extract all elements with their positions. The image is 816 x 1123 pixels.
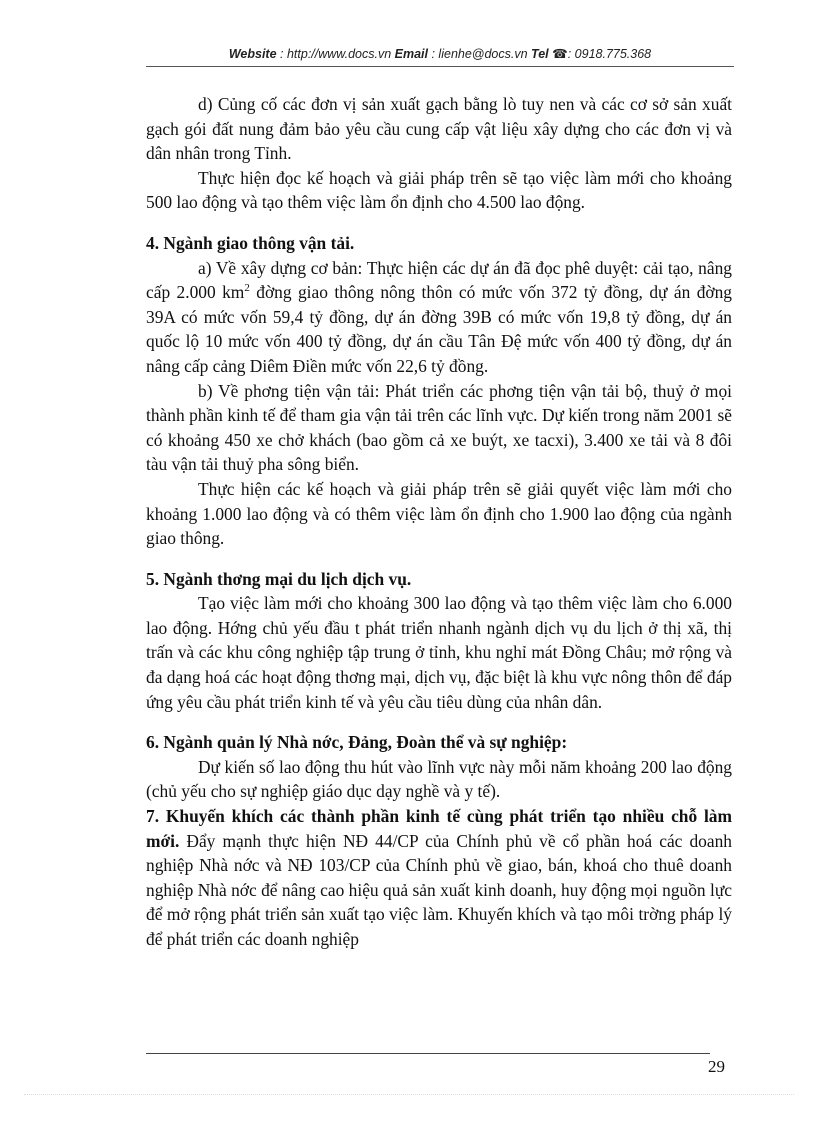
website-value: : http://www.docs.vn: [276, 47, 395, 61]
infrastructure-text-end: đờng giao thông nông thôn có mức vốn 372 tỷ đồng, dự án đờng 39A có mức vốn 59,4 tỷ đồng, dự án đờng 39B có mức vốn 19,8 tỷ đồng, dự án quốc lộ 10 mức vốn 400 tỷ đồng, dự án cầu Tân Đệ mức vốn 400 tỷ đồng, dự án nâng cấp cảng Diêm Điền mức vốn 22,6 tỷ đồng.: [146, 282, 732, 376]
header-rule: [146, 66, 734, 67]
heading-state-management: 6. Ngành quản lý Nhà nớc, Đảng, Đoàn thể và sự nghiệp:: [146, 732, 568, 753]
encourage-sectors-text: Đẩy mạnh thực hiện NĐ 44/CP của Chính phủ về cổ phần hoá các doanh nghiệp Nhà nớc và NĐ 103/CP của Chính phủ về giao, bán, khoá cho thuê doanh nghiệp Nhà nớc để nâng cao hiệu quả sản xuất kinh doanh, huy động mọi nguồn lực để mở rộng phát triển sản xuất tạo việc làm. Khuyến khích và tạo môi trờng pháp lý để phát triển các doanh nghiệp: [146, 830, 732, 949]
infrastructure-text-start: a) Về xây dựng cơ bản: Thực hiện các dự án đã đọc phê duyệt: cải tạo, nâng cấp 2.000 km: [146, 257, 732, 303]
email-value: : lienhe@docs.vn: [428, 47, 532, 61]
document-body: [146, 92, 732, 952]
paragraph-vehicles: b) Về phơng tiện vận tải: Phát triển các phơng tiện vận tải bộ, thuỷ ở mọi thành phần kinh tế để tham gia vận tải trên các lĩnh vực. Dự kiến trong năm 2001 sẽ có khoảng 450 xe chở khách (bao gồm cả xe buýt, xe tacxi), 3.400 xe tải và 8 đôi tàu vận tải thuỷ pha sông biển.: [146, 380, 732, 475]
paragraph-trade-tourism: Tạo việc làm mới cho khoảng 300 lao động và tạo thêm việc làm cho 6.000 lao động. Hớng chủ yếu đầu t phát triển nhanh ngành dịch vụ du lịch ở thị xã, thị trấn và các khu công nghiệp tập trung ở tỉnh, khu nghỉ mát Đồng Châu; mở rộng và đa dạng hoá các hoạt động thơng mại, dịch vụ, đặc biệt là khu vực nông thôn để đáp ứng yêu cầu phát triển kinh tế và yêu cầu tiêu dùng của nhân dân.: [146, 593, 732, 712]
paragraph-encourage-sectors: [146, 804, 732, 952]
website-label: Website: [228, 47, 277, 61]
heading-transport: 4. Ngành giao thông vận tải.: [146, 232, 355, 253]
heading-encourage-sectors: 7. Khuyến khích các thành phần kinh tế cùng phát triển tạo nhiều chỗ làm mới.: [146, 806, 732, 851]
paragraph-brick-units: d) Củng cố các đơn vị sản xuất gạch bằng lò tuy nen và các cơ sở sản xuất gạch gói đất nung đảm bảo yêu cầu cung cấp vật liệu xây dựng cho các đơn vị và dân nhân trong Tỉnh.: [146, 94, 732, 164]
paragraph-construction-jobs: Thực hiện đọc kế hoạch và giải pháp trên sẽ tạo việc làm mới cho khoảng 500 lao động và tạo thêm việc làm ổn định cho 4.500 lao động.: [146, 167, 732, 213]
tel-label: Tel: [531, 47, 549, 61]
phone-icon: ☎: [552, 47, 568, 61]
page-number: 29: [708, 1057, 725, 1076]
heading-trade-tourism: 5. Ngành thơng mại du lịch dịch vụ.: [146, 568, 412, 589]
tel-value: : 0918.775.368: [567, 47, 652, 61]
footer-rule: [146, 1053, 710, 1054]
superscript-2: 2: [244, 282, 250, 295]
paragraph-infrastructure: [146, 256, 732, 379]
page-bottom-divider: [24, 1094, 794, 1095]
email-label: Email: [394, 47, 429, 61]
paragraph-state-management: Dự kiến số lao động thu hút vào lĩnh vực này mỗi năm khoảng 200 lao động (chủ yếu cho sự nghiệp giáo dục dạy nghề và y tế).: [146, 756, 732, 802]
page-header: [146, 46, 734, 61]
paragraph-transport-jobs: Thực hiện các kế hoạch và giải pháp trên sẽ giải quyết việc làm mới cho khoảng 1.000 lao động và có thêm việc làm ổn định cho 1.900 lao động của ngành giao thông.: [146, 478, 732, 549]
